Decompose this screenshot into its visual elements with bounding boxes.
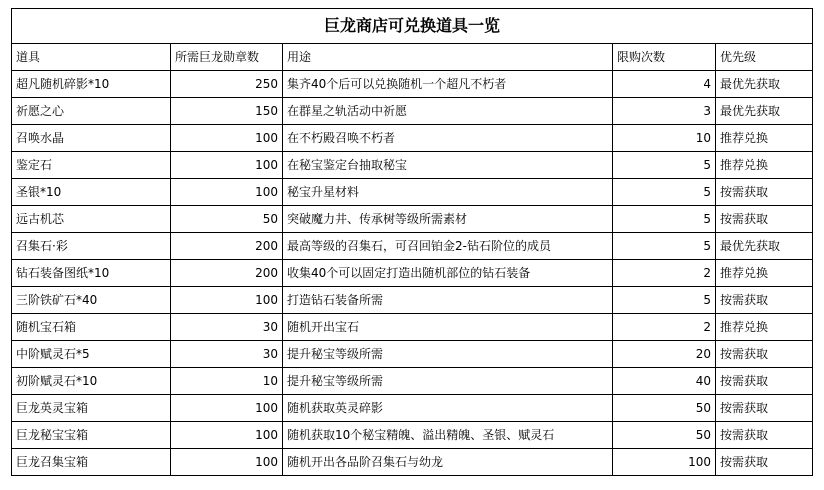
item-name-cell: 召唤水晶 <box>12 125 171 152</box>
header-cost: 所需巨龙勋章数 <box>171 44 283 71</box>
item-name-cell: 圣银*10 <box>12 179 171 206</box>
limit-cell: 5 <box>613 152 716 179</box>
usage-cell: 收集40个可以固定打造出随机部位的钻石装备 <box>283 260 613 287</box>
cost-cell: 250 <box>171 71 283 98</box>
limit-cell: 2 <box>613 260 716 287</box>
item-name-cell: 初阶赋灵石*10 <box>12 368 171 395</box>
priority-cell: 按需获取 <box>716 449 813 476</box>
item-name-cell: 召集石·彩 <box>12 233 171 260</box>
item-name-cell: 巨龙秘宝宝箱 <box>12 422 171 449</box>
header-priority: 优先级 <box>716 44 813 71</box>
limit-cell: 100 <box>613 449 716 476</box>
usage-cell: 秘宝升星材料 <box>283 179 613 206</box>
usage-cell: 提升秘宝等级所需 <box>283 341 613 368</box>
usage-cell: 随机获取英灵碎影 <box>283 395 613 422</box>
table-row <box>12 368 813 395</box>
cost-cell: 100 <box>171 179 283 206</box>
table-row <box>12 206 813 233</box>
table-row <box>12 449 813 476</box>
usage-cell: 最高等级的召集石，可召回铂金2-钻石阶位的成员 <box>283 233 613 260</box>
table-row <box>12 287 813 314</box>
cost-cell: 100 <box>171 395 283 422</box>
table-row <box>12 71 813 98</box>
cost-cell: 200 <box>171 233 283 260</box>
table-row <box>12 314 813 341</box>
item-name-cell: 巨龙召集宝箱 <box>12 449 171 476</box>
item-name-cell: 远古机芯 <box>12 206 171 233</box>
usage-cell: 突破魔力井、传承树等级所需素材 <box>283 206 613 233</box>
limit-cell: 20 <box>613 341 716 368</box>
priority-cell: 按需获取 <box>716 368 813 395</box>
limit-cell: 50 <box>613 395 716 422</box>
table-title: 巨龙商店可兑换道具一览 <box>12 9 813 44</box>
table-row <box>12 233 813 260</box>
usage-cell: 打造钻石装备所需 <box>283 287 613 314</box>
table-row <box>12 422 813 449</box>
cost-cell: 200 <box>171 260 283 287</box>
cost-cell: 10 <box>171 368 283 395</box>
cost-cell: 100 <box>171 125 283 152</box>
item-name-cell: 三阶铁矿石*40 <box>12 287 171 314</box>
priority-cell: 推荐兑换 <box>716 260 813 287</box>
cost-cell: 30 <box>171 314 283 341</box>
cost-cell: 50 <box>171 206 283 233</box>
limit-cell: 10 <box>613 125 716 152</box>
table-row <box>12 98 813 125</box>
priority-cell: 最优先获取 <box>716 98 813 125</box>
table-body <box>12 71 813 476</box>
priority-cell: 最优先获取 <box>716 71 813 98</box>
cost-cell: 100 <box>171 152 283 179</box>
usage-cell: 提升秘宝等级所需 <box>283 368 613 395</box>
item-name-cell: 鉴定石 <box>12 152 171 179</box>
table-row <box>12 395 813 422</box>
priority-cell: 按需获取 <box>716 341 813 368</box>
usage-cell: 随机开出宝石 <box>283 314 613 341</box>
usage-cell: 在不朽殿召唤不朽者 <box>283 125 613 152</box>
table-title-row <box>12 9 813 44</box>
header-item: 道具 <box>12 44 171 71</box>
priority-cell: 推荐兑换 <box>716 314 813 341</box>
item-name-cell: 钻石装备图纸*10 <box>12 260 171 287</box>
limit-cell: 4 <box>613 71 716 98</box>
priority-cell: 按需获取 <box>716 206 813 233</box>
limit-cell: 50 <box>613 422 716 449</box>
cost-cell: 100 <box>171 449 283 476</box>
priority-cell: 按需获取 <box>716 179 813 206</box>
cost-cell: 30 <box>171 341 283 368</box>
priority-cell: 按需获取 <box>716 422 813 449</box>
item-name-cell: 巨龙英灵宝箱 <box>12 395 171 422</box>
header-usage: 用途 <box>283 44 613 71</box>
exchange-items-table <box>11 8 813 476</box>
header-limit: 限购次数 <box>613 44 716 71</box>
priority-cell: 最优先获取 <box>716 233 813 260</box>
item-name-cell: 随机宝石箱 <box>12 314 171 341</box>
limit-cell: 5 <box>613 233 716 260</box>
table-row <box>12 260 813 287</box>
limit-cell: 40 <box>613 368 716 395</box>
item-name-cell: 中阶赋灵石*5 <box>12 341 171 368</box>
usage-cell: 随机开出各品阶召集石与幼龙 <box>283 449 613 476</box>
cost-cell: 100 <box>171 287 283 314</box>
usage-cell: 在秘宝鉴定台抽取秘宝 <box>283 152 613 179</box>
item-name-cell: 祈愿之心 <box>12 98 171 125</box>
priority-cell: 推荐兑换 <box>716 152 813 179</box>
priority-cell: 推荐兑换 <box>716 125 813 152</box>
limit-cell: 3 <box>613 98 716 125</box>
limit-cell: 5 <box>613 206 716 233</box>
priority-cell: 按需获取 <box>716 287 813 314</box>
table-row <box>12 341 813 368</box>
exchange-table-container <box>11 8 812 476</box>
cost-cell: 150 <box>171 98 283 125</box>
cost-cell: 100 <box>171 422 283 449</box>
limit-cell: 5 <box>613 287 716 314</box>
table-row <box>12 125 813 152</box>
limit-cell: 2 <box>613 314 716 341</box>
limit-cell: 5 <box>613 179 716 206</box>
usage-cell: 集齐40个后可以兑换随机一个超凡不朽者 <box>283 71 613 98</box>
usage-cell: 在群星之轨活动中祈愿 <box>283 98 613 125</box>
table-row <box>12 179 813 206</box>
usage-cell: 随机获取10个秘宝精魄、溢出精魄、圣银、赋灵石 <box>283 422 613 449</box>
table-row <box>12 152 813 179</box>
priority-cell: 按需获取 <box>716 395 813 422</box>
item-name-cell: 超凡随机碎影*10 <box>12 71 171 98</box>
table-header-row <box>12 44 813 71</box>
